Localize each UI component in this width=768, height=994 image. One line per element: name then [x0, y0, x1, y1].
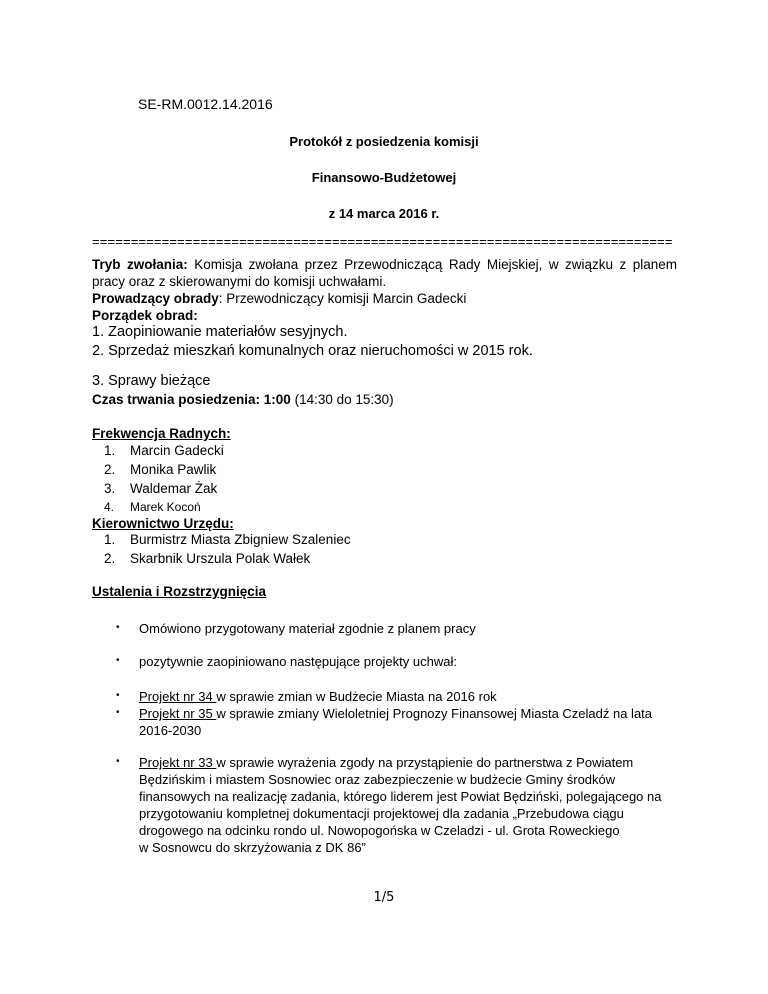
- tryb-zwolania-label: Tryb zwołania:: [92, 257, 188, 272]
- bullet-icon: •: [116, 622, 120, 633]
- prowadzacy-obrady: [92, 290, 677, 307]
- projekt-35-cont: 2016-2030: [139, 723, 202, 738]
- projekt-33-line: drogowego na odcinku rondo ul. Nowopogońska w Czeladzi - ul. Grota Roweckiego: [139, 823, 620, 838]
- frekwencja-list: [104, 441, 224, 517]
- ustalenie-1: Omówiono przygotowany materiał zgodnie z planem pracy: [139, 621, 476, 636]
- list-item: 3. Waldemar Żak: [104, 481, 218, 496]
- bullet-icon: •: [116, 655, 120, 666]
- projekt-33-line: Będzińskim i miastem Sosnowiec oraz zabezpieczenie w budżecie Gminy środków: [139, 772, 616, 787]
- ustalenie-2: pozytywnie zaopiniowano następujące projekty uchwał:: [139, 654, 457, 669]
- projekt-34: Projekt nr 34 w sprawie zmian w Budżecie Miasta na 2016 rok: [139, 689, 497, 704]
- czas-label: Czas trwania posiedzenia: 1:00: [92, 392, 291, 407]
- agenda-item-1: 1. Zaopiniowanie materiałów sesyjnych.: [92, 324, 348, 340]
- kierownictwo-list: [104, 530, 351, 568]
- prowadzacy-value: : Przewodniczący komisji Marcin Gadecki: [218, 291, 467, 306]
- ustalenia-label: Ustalenia i Rozstrzygnięcia: [92, 584, 267, 599]
- projekt-33: Projekt nr 33 w sprawie wyrażenia zgody na przystąpienie do partnerstwa z Powiatem: [139, 755, 634, 770]
- czas-trwania: [92, 391, 677, 408]
- projekt-34-link[interactable]: Projekt nr 34: [139, 689, 217, 704]
- prowadzacy-label: Prowadzący obrady: [92, 291, 219, 306]
- agenda-item-2: 2. Sprzedaż mieszkań komunalnych oraz nieruchomości w 2015 rok.: [92, 343, 533, 359]
- list-item: 1. Marcin Gadecki: [104, 443, 224, 458]
- separator-line: ===========================================================================: [92, 234, 673, 249]
- tryb-zwolania-line2: pracy oraz z skierowanymi do komisji uchwałami.: [92, 274, 387, 289]
- kierownictwo-label: Kierownictwo Urzędu:: [92, 516, 234, 531]
- agenda-item-3: 3. Sprawy bieżące: [92, 373, 211, 389]
- document-reference: SE-RM.0012.14.2016: [138, 96, 273, 112]
- list-item: 2. Skarbnik Urszula Polak Wałek: [104, 551, 311, 566]
- projekt-35: Projekt nr 35 w sprawie zmiany Wieloletniej Prognozy Finansowej Miasta Czeladź na lata: [139, 706, 653, 721]
- document-title-line1: Protokół z posiedzenia komisji: [289, 134, 479, 149]
- bullet-icon: •: [116, 756, 120, 767]
- document-date: z 14 marca 2016 r.: [328, 206, 440, 221]
- projekt-33-line: finansowych na realizację zadania, którego liderem jest Powiat Będziński, polegającego na: [139, 789, 662, 804]
- czas-value: (14:30 do 15:30): [290, 392, 394, 407]
- list-item: 1. Burmistrz Miasta Zbigniew Szaleniec: [104, 532, 351, 547]
- document-title-line2: Finansowo-Budżetowej: [311, 170, 457, 185]
- frekwencja-label: Frekwencja Radnych:: [92, 426, 231, 441]
- list-item: 2. Monika Pawlik: [104, 462, 217, 477]
- projekt-33-line: przygotowaniu kompletnej dokumentacji projektowej dla zadania „Przebudowa ciągu: [139, 806, 624, 821]
- page-number: 1/5: [373, 890, 395, 905]
- projekt-35-link[interactable]: Projekt nr 35: [139, 706, 217, 721]
- bullet-icon: •: [116, 707, 120, 718]
- tryb-zwolania-text: Komisja zwołana przez Przewodniczącą Rady Miejskiej, w związku z planem: [187, 257, 677, 272]
- porzadek-obrad-label: Porządek obrad:: [92, 308, 198, 323]
- projekt-33-link[interactable]: Projekt nr 33: [139, 755, 217, 770]
- tryb-zwolania-line1: [92, 256, 677, 273]
- list-item: 4. Marek Kocoń: [104, 500, 201, 514]
- projekt-33-line: w Sosnowcu do skrzyżowania z DK 86”: [139, 840, 366, 855]
- bullet-icon: •: [116, 690, 120, 701]
